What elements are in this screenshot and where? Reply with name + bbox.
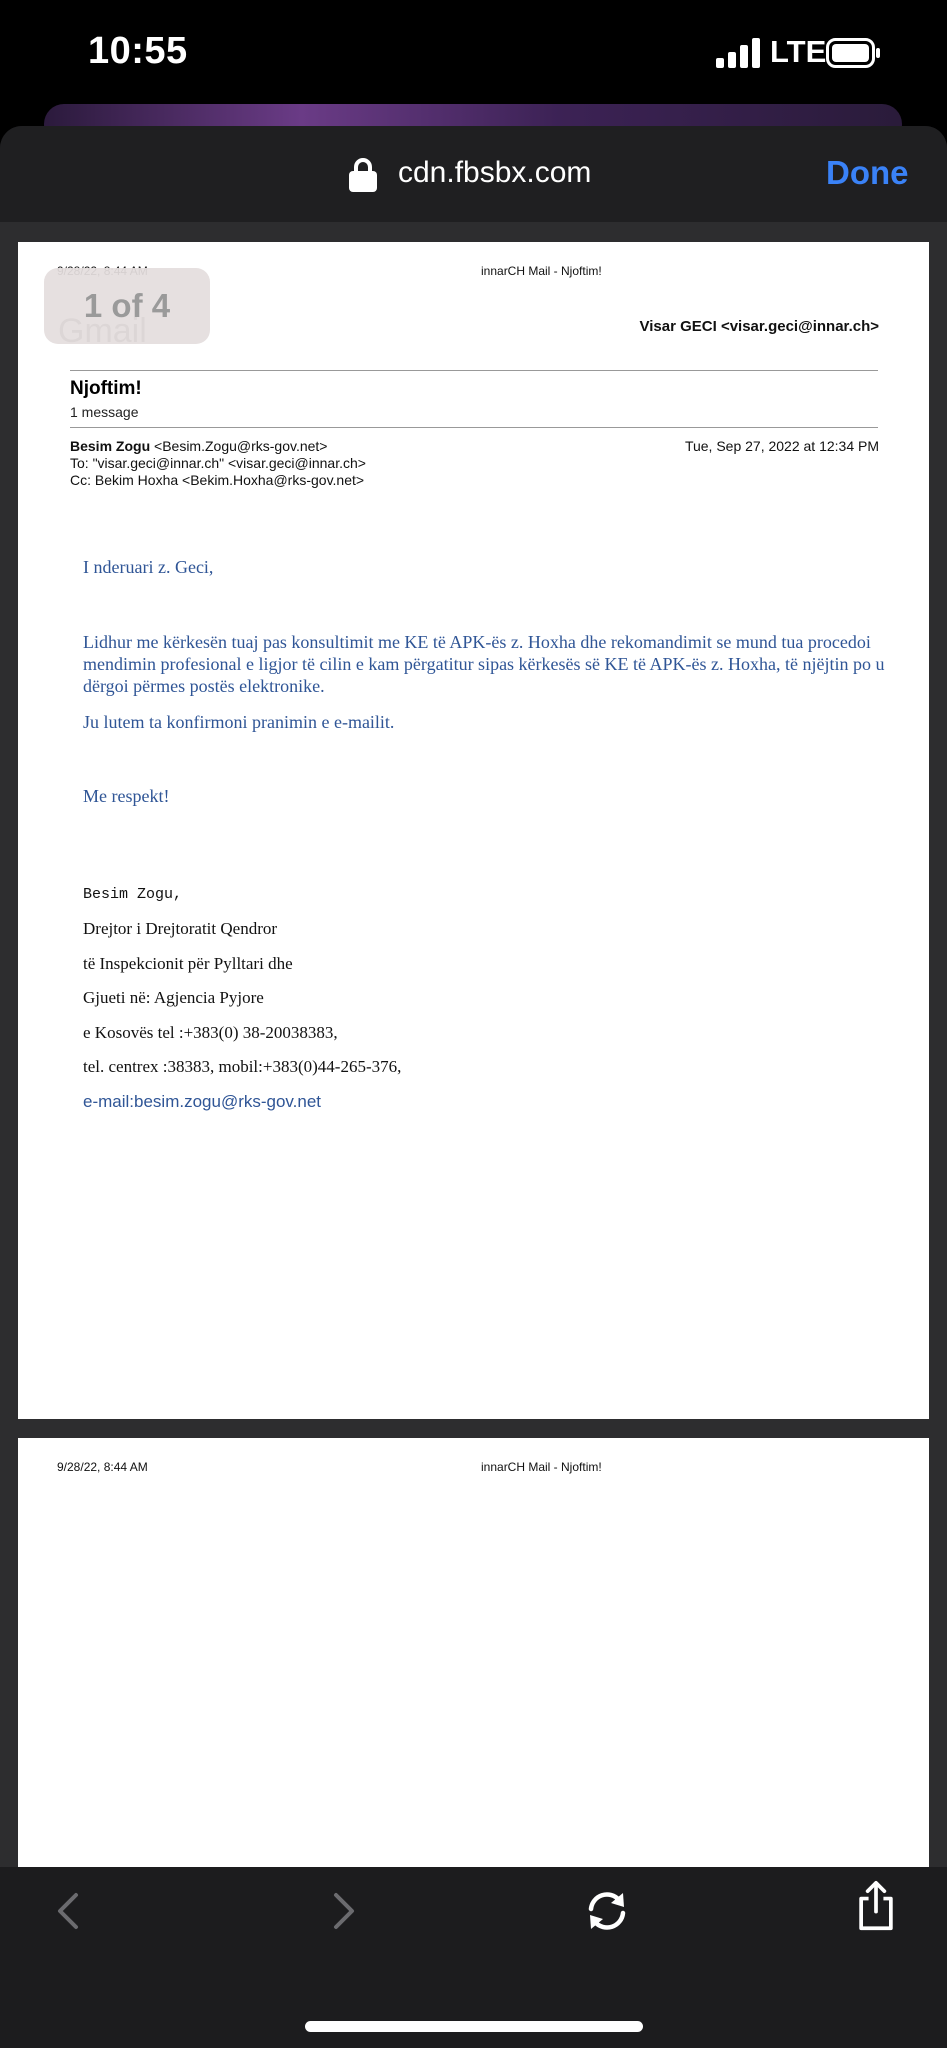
sender-name: Besim Zogu (70, 438, 151, 454)
sender-email: <Besim.Zogu@rks-gov.net> (154, 438, 328, 454)
page-header-title: innarCH Mail - Njoftim! (481, 264, 602, 278)
email-subject: Njoftim! (70, 378, 142, 399)
reload-icon[interactable] (581, 1885, 633, 1937)
page-header-date: 9/28/22, 8:44 AM (57, 1460, 148, 1474)
pdf-viewer[interactable] (0, 222, 947, 1867)
pdf-page-1 (18, 242, 929, 1419)
page-header-title: innarCH Mail - Njoftim! (481, 1460, 602, 1474)
from-line (70, 438, 327, 454)
email-closing: Me respekt! (83, 786, 170, 806)
signature-line: e Kosovës tel :+383(0) 38-20038383, (83, 1023, 338, 1042)
email-greeting: I nderuari z. Geci, (83, 557, 214, 577)
signature-line: Drejtor i Drejtoratit Qendror (83, 919, 278, 938)
email-paragraph: Ju lutem ta konfirmoni pranimin e e-mailit. (83, 712, 395, 732)
to-line: To: "visar.geci@innar.ch" <visar.geci@innar.ch> (70, 455, 366, 471)
lock-icon (349, 158, 377, 192)
share-icon[interactable] (850, 1880, 902, 1932)
signature-line: Gjueti në: Agjencia Pyjore (83, 988, 264, 1007)
message-count: 1 message (70, 404, 139, 420)
pdf-page-2 (18, 1438, 929, 1867)
url-label[interactable]: cdn.fbsbx.com (398, 156, 592, 189)
page-indicator: 1 of 4 (44, 268, 210, 344)
status-time: 10:55 (88, 30, 188, 72)
signature-email-link[interactable]: e-mail:besim.zogu@rks-gov.net (83, 1092, 322, 1111)
home-indicator[interactable] (305, 2021, 643, 2032)
account-label: Visar GECI <visar.geci@innar.ch> (639, 318, 879, 335)
email-paragraph: Lidhur me kërkesën tuaj pas konsultimit me KE të APK-ës z. Hoxha dhe rekomandimit se mund tua procedoi mendimin profesional e ligjor të cilin e kam përgatitur sipas kërkesës së KE të APK-ës z. Hoxha, të njëjtin po u dërgoi përmes postës elektronike. (83, 632, 885, 696)
network-type: LTE (770, 34, 827, 69)
signature-name: Besim Zogu, (83, 886, 183, 903)
divider (70, 427, 878, 428)
signal-strength-icon (716, 38, 764, 68)
signature-line: tel. centrex :38383, mobil:+383(0)44-265-376, (83, 1057, 402, 1076)
forward-icon[interactable] (316, 1885, 368, 1937)
cc-line: Cc: Bekim Hoxha <Bekim.Hoxha@rks-gov.net> (70, 472, 365, 488)
battery-icon (826, 38, 880, 68)
back-icon[interactable] (44, 1885, 96, 1937)
done-button[interactable]: Done (826, 154, 909, 191)
signature-line: të Inspekcionit për Pylltari dhe (83, 954, 293, 973)
sent-date: Tue, Sep 27, 2022 at 12:34 PM (684, 438, 879, 454)
divider (70, 370, 878, 371)
